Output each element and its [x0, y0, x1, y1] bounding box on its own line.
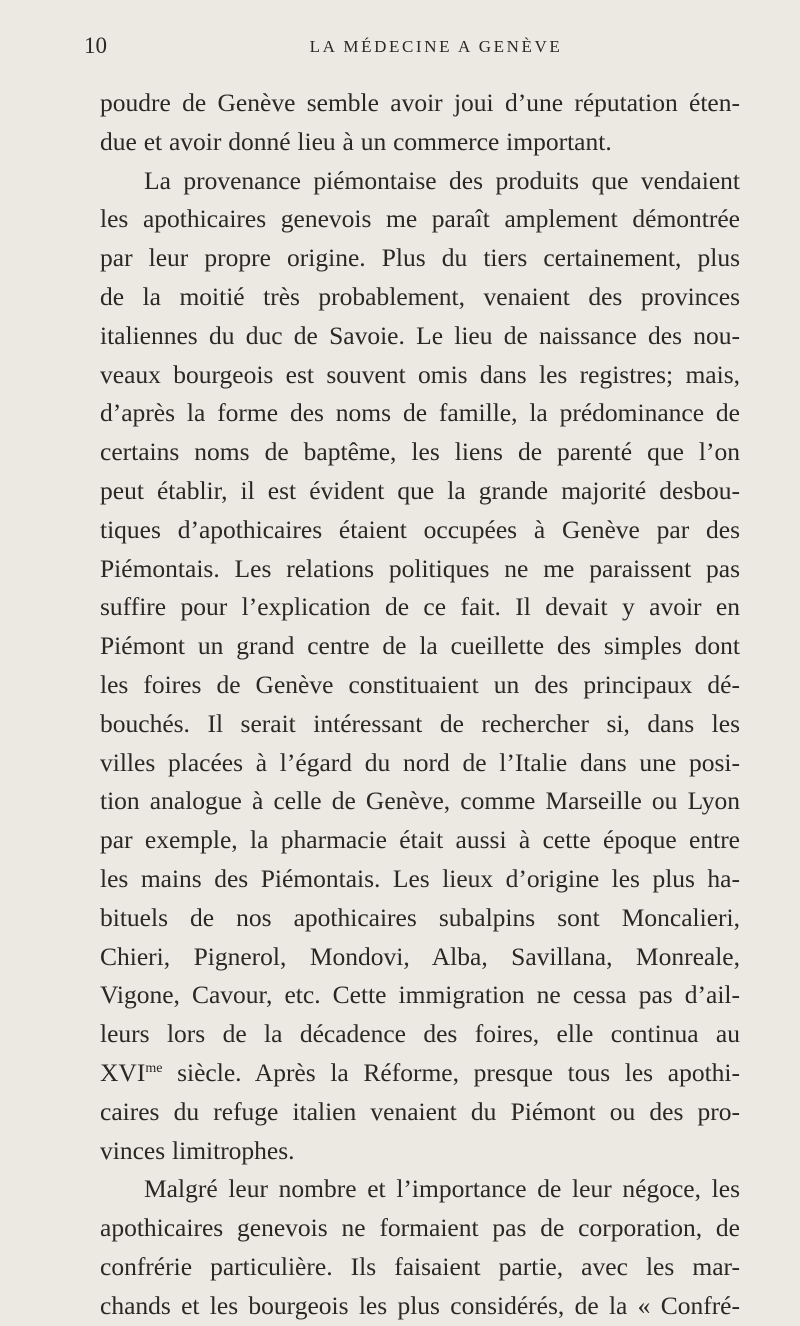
- text-line: poudre de Genève semble avoir joui d’une réputation éten-: [100, 88, 740, 117]
- century-numeral: XVI: [100, 1057, 146, 1087]
- running-title: LA MÉDECINE A GENÈVE: [309, 37, 563, 56]
- text-line: vinces limitrophes.: [100, 1135, 295, 1165]
- text-line: caires du refuge italien venaient du Piémont ou des pro-: [100, 1096, 740, 1126]
- text-line: Chieri, Pignerol, Mondovi, Alba, Savillana, Monreale,: [100, 941, 740, 971]
- text-line: les mains des Piémontais. Les lieux d’origine les plus ha-: [100, 863, 740, 893]
- text-line: tion analogue à celle de Genève, comme Marseille ou Lyon: [100, 786, 740, 816]
- text-line: peut établir, il est évident que la grande majorité desbou-: [100, 475, 740, 505]
- text-line: villes placées à l’égard du nord de l’Italie dans une posi-: [100, 747, 740, 777]
- text-line: Piémont un grand centre de la cueillette des simples dont: [100, 631, 740, 661]
- text-line: de la moitié très probablement, venaient des provinces: [100, 281, 740, 311]
- text-line: [100, 1054, 740, 1093]
- text-line: chands et les bourgeois les plus considérés, de la « Confré-: [100, 1290, 740, 1320]
- text-line: tiques d’apothicaires étaient occupées à Genève par des: [100, 514, 740, 544]
- text-line: apothicaires genevois ne formaient pas de corporation, de: [100, 1213, 740, 1243]
- text-line: Vigone, Cavour, etc. Cette immigration ne cessa pas d’ail-: [100, 980, 740, 1010]
- text-line: d’après la forme des noms de famille, la prédominance de: [100, 398, 740, 428]
- text-line: leurs lors de la décadence des foires, elle continua au: [100, 1019, 740, 1049]
- body-text: [100, 84, 740, 1326]
- ordinal-superscript: me: [145, 1060, 163, 1076]
- text-line: certains noms de baptême, les liens de parenté que l’on: [100, 437, 740, 467]
- text-line: suffire pour l’explication de ce fait. Il devait y avoir en: [100, 592, 740, 622]
- text-line: bouchés. Il serait intéressant de rechercher si, dans les: [100, 708, 740, 738]
- text-line: par exemple, la pharmacie était aussi à cette époque entre: [100, 825, 740, 855]
- running-head: [84, 24, 740, 64]
- text-line: les foires de Genève constituaient un des principaux dé-: [100, 669, 740, 699]
- page-number: 10: [84, 33, 107, 58]
- text-line: Piémontais. Les relations politiques ne me paraissent pas: [100, 553, 740, 583]
- text-line: par leur propre origine. Plus du tiers certainement, plus: [100, 243, 740, 273]
- text-line: bituels de nos apothicaires subalpins sont Moncalieri,: [100, 902, 740, 932]
- line-remainder: siècle. Après la Réforme, presque tous les apothi-: [162, 1057, 740, 1087]
- text-line: confrérie particulière. Ils faisaient partie, avec les mar-: [100, 1251, 740, 1281]
- text-line: les apothicaires genevois me paraît amplement démontrée: [100, 204, 740, 234]
- text-line: due et avoir donné lieu à un commerce important.: [100, 126, 612, 156]
- text-line: Malgré leur nombre et l’importance de leur négoce, les: [144, 1174, 740, 1204]
- text-line: La provenance piémontaise des produits que vendaient: [144, 165, 740, 195]
- text-line: veaux bourgeois est souvent omis dans les registres; mais,: [100, 359, 740, 389]
- text-line: italiennes du duc de Savoie. Le lieu de naissance des nou-: [100, 320, 740, 350]
